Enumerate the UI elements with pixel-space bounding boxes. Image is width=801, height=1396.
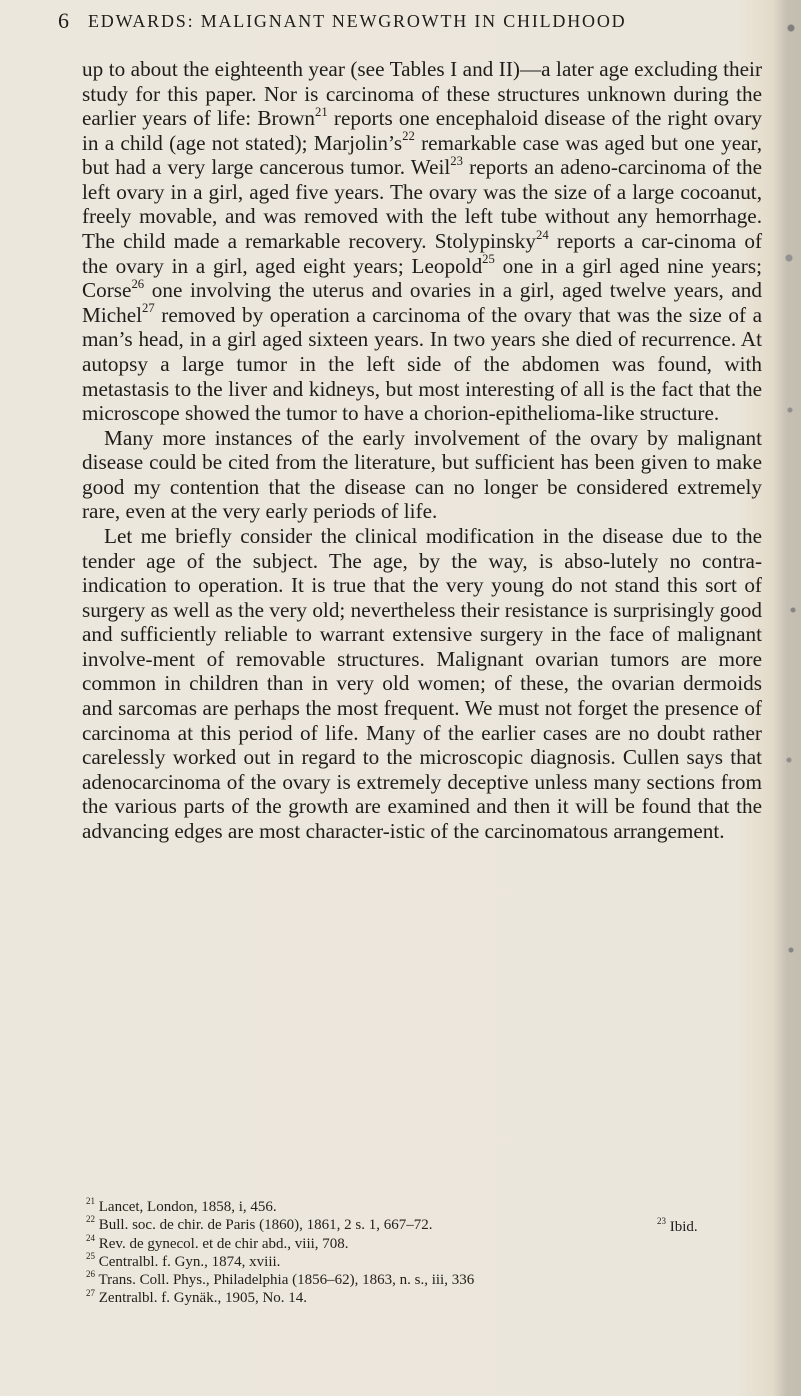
paragraph-text: one involving the uterus and ovaries in a girl, aged twelve years, and Michel <box>82 278 762 327</box>
footnote-22 <box>86 1216 566 1234</box>
footnote-27 <box>86 1289 566 1307</box>
paragraph-2 <box>82 426 762 524</box>
footnote-reference: 25 <box>482 252 495 267</box>
footnote-number: 26 <box>86 1269 95 1280</box>
footnote-number: 25 <box>86 1251 95 1261</box>
footnote-text: Centralbl. f. Gyn., 1874, xviii. <box>98 1253 281 1270</box>
footnote-25 <box>86 1253 566 1271</box>
body-text <box>82 57 762 844</box>
paragraph-text: Many more instances of the early involvement of the ovary by malignant disease could be cited from the literature, but sufficient has been given to make good my contention that the disease can no longer be considered extremely rare, even at the very early periods of life. <box>82 425 762 524</box>
footnote-reference: 23 <box>450 153 463 168</box>
footnote-number: 27 <box>86 1287 95 1298</box>
page-header <box>58 8 688 38</box>
footnote-reference: 27 <box>142 301 155 316</box>
footnote-text: Zentralbl. f. Gynäk., 1905, No. 14. <box>98 1290 308 1307</box>
paragraph-text: remarkable case was aged but one year, but had a very large cancerous tumor. Weil <box>82 130 763 180</box>
paragraph-text: reports an adeno-carcinoma of the left ovary in a girl, aged five years. The ovary was the size of a large cocoanut, freely movable, and was removed with the left tube without any hemorrhage. The child made a remarkable recovery. Stolypinsky <box>82 155 762 254</box>
footnote-26 <box>86 1271 566 1289</box>
page-number: 6 <box>58 8 69 33</box>
paragraph-3 <box>82 524 762 844</box>
footnote-24 <box>86 1232 566 1253</box>
paragraph-text: reports one encephaloid disease of the right ovary in a child (age not stated); Marjolin’s <box>82 106 762 155</box>
footnote-text: Bull. soc. de chir. de Paris (1860), 1861, 2 s. 1, 667–72. <box>98 1217 433 1234</box>
paragraph-1 <box>82 57 762 426</box>
footnote-reference: 26 <box>131 276 145 291</box>
footnote-reference: 24 <box>535 227 549 242</box>
footnote-number: 21 <box>86 1196 95 1207</box>
footnote-21 <box>86 1198 566 1216</box>
footnote-text: Rev. de gynecol. et de chir abd., viii, 708. <box>98 1235 349 1252</box>
paragraph-text: Let me briefly consider the clinical modification in the disease due to the tender age of the subject. The age, by the way, is abso-lutely no contra-indication to operation. It is true that the very young do not stand this sort of surgery as well as the very old; nevertheless their resistance is surprisingly good and sufficiently reliable to warrant extensive surgery in the face of malignant involve-ment of removable structures. Malignant ovarian tumors are more common in children than in very old women; of these, the ovarian dermoids and sarcomas are perhaps the most frequent. We must not forget the presence of carcinoma at this period of life. Many of the earlier cases are no doubt rather carelessly worked out in regard to the microscopic diagnosis. Cullen says that adenocarcinoma of the ovary is extremely deceptive unless many sections from the various parts of the growth are examined and then it will be found that the advancing edges are most character-istic of the carcinomatous arrangement. <box>82 523 762 843</box>
running-head: EDWARDS: MALIGNANT NEWGROWTH IN CHILDHOOD <box>88 11 627 31</box>
footnote-text: Trans. Coll. Phys., Philadelphia (1856–62), 1863, n. s., iii, 336 <box>98 1272 475 1289</box>
footnote-number: 23 <box>657 1216 666 1227</box>
footnote-text: Ibid. <box>669 1219 698 1235</box>
footnotes <box>86 1198 566 1308</box>
paragraph-text: one in a girl aged nine years; Corse <box>82 253 762 303</box>
footnote-reference: 22 <box>402 129 415 144</box>
footnote-text: Lancet, London, 1858, i, 456. <box>98 1199 277 1215</box>
paragraph-text: removed by operation a carcinoma of the ovary that was the size of a man’s head, in a girl aged sixteen years. In two years she died of recurrence. At autopsy a large tumor in the left side of the abdomen was found, with metastasis to the liver and kidneys, but most interesting of all is the fact that the microscope showed the tumor to have a chorion-epithelioma-like structure. <box>82 302 762 426</box>
paragraph-text: up to about the eighteenth year (see Tables I and II)—a later age excluding their study for this paper. Nor is carcinoma of these structures unknown during the earlier years of life: Brown <box>82 57 762 131</box>
binding-edge <box>773 0 801 1396</box>
paragraph-text: reports a car-cinoma of the ovary in a girl, aged eight years; Leopold <box>82 229 762 278</box>
footnote-number: 24 <box>86 1232 95 1243</box>
footnote-number: 22 <box>86 1214 95 1225</box>
footnote-23 <box>657 1218 698 1236</box>
footnote-reference: 21 <box>315 104 328 119</box>
